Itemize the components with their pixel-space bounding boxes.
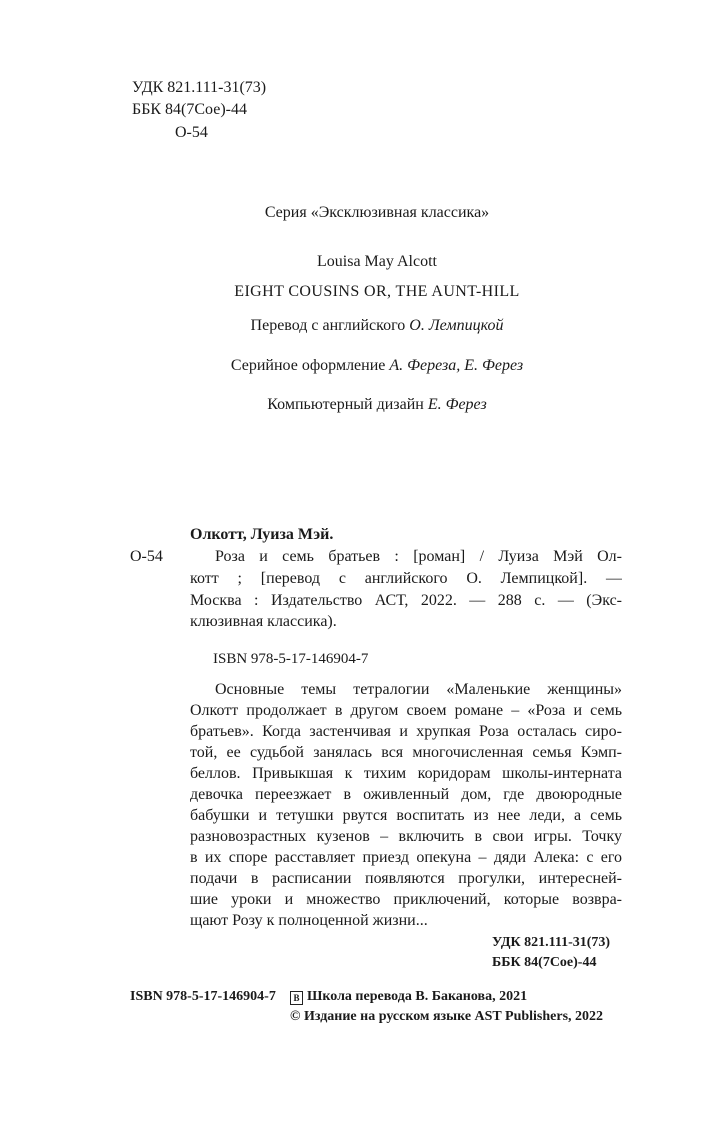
catalog-line: котт ; [перевод с английского О. Лемпицкой]. —: [190, 570, 622, 587]
copyright-translation-text: Школа перевода В. Баканова, 2021: [307, 989, 528, 1004]
annotation-line: в их споре расставляет приезд опекуна – дяди Алека: с его: [190, 849, 622, 866]
annotation-line: Олкотт продолжает в другом своем романе – «Роза и семь: [190, 702, 622, 719]
bbk-header: ББК 84(7Сое)-44: [132, 101, 247, 118]
design-label: Серийное оформление: [230, 357, 390, 374]
copyright-icon: B: [290, 991, 303, 1005]
designer-names: А. Фереза, Е. Ферез: [389, 357, 524, 374]
annotation-line: той, ее судьбой занялась вся многочисленная семья Кэмп-: [190, 744, 622, 761]
catalog-isbn: ISBN 978-5-17-146904-7: [213, 651, 369, 667]
series-line: Серия «Эксклюзивная классика»: [264, 204, 490, 221]
author-en: Louisa May Alcott: [317, 253, 437, 270]
translator-name: О. Лемпицкой: [409, 317, 504, 334]
footer-isbn: ISBN 978-5-17-146904-7: [130, 989, 276, 1004]
catalog-author: Олкотт, Луиза Мэй.: [190, 526, 334, 543]
annotation-line: Основные темы тетралогии «Маленькие женщины»: [215, 681, 622, 698]
catalog-code: О-54: [130, 548, 163, 565]
translation-label: Перевод с английского: [250, 317, 410, 334]
catalog-line: Москва : Издательство АСТ, 2022. — 288 с. — (Экс-: [190, 592, 622, 609]
annotation-line: девочка переезжает в оживленный дом, где двоюродные: [190, 786, 622, 803]
catalog-line: клюзивная классика).: [190, 613, 337, 630]
annotation-line: бабушки и тетушки рвутся воспитать из нее леди, а семь: [190, 807, 622, 824]
annotation-line: беллов. Привыкшая к тихим коридорам школы-интерната: [190, 765, 622, 782]
annotation-line: щают Розу к полноценной жизни...: [190, 912, 428, 929]
annotation-line: шие уроки и множество приключений, которые возвра-: [190, 891, 622, 908]
title-en: EIGHT COUSINS OR, THE AUNT-HILL: [234, 283, 520, 300]
catalog-line: Роза и семь братьев : [роман] / Луиза Мэй Ол-: [215, 548, 622, 565]
computer-design-label: Компьютерный дизайн: [267, 396, 428, 413]
translation-credit: [0, 316, 709, 336]
copyright-edition: © Издание на русском языке AST Publishers, 2022: [290, 1009, 604, 1024]
bbk-classification: ББК 84(7Сое)-44: [492, 955, 597, 970]
computer-design-credit: [0, 395, 709, 415]
udk-classification: УДК 821.111-31(73): [492, 935, 611, 950]
copyright-translation: [290, 987, 527, 1007]
annotation-line: братьев». Когда застенчивая и хрупкая Роза осталась сиро-: [190, 723, 622, 740]
author-sign-header: О-54: [175, 124, 208, 141]
computer-designer-name: Е. Ферез: [427, 396, 487, 413]
udk-header: УДК 821.111-31(73): [132, 79, 267, 96]
design-credit: [0, 356, 709, 376]
annotation-line: разновозрастных кузенов – включить в свои игры. Точку: [190, 828, 622, 845]
annotation-line: подачи в расписании появляются прогулки, интересней-: [190, 870, 622, 887]
